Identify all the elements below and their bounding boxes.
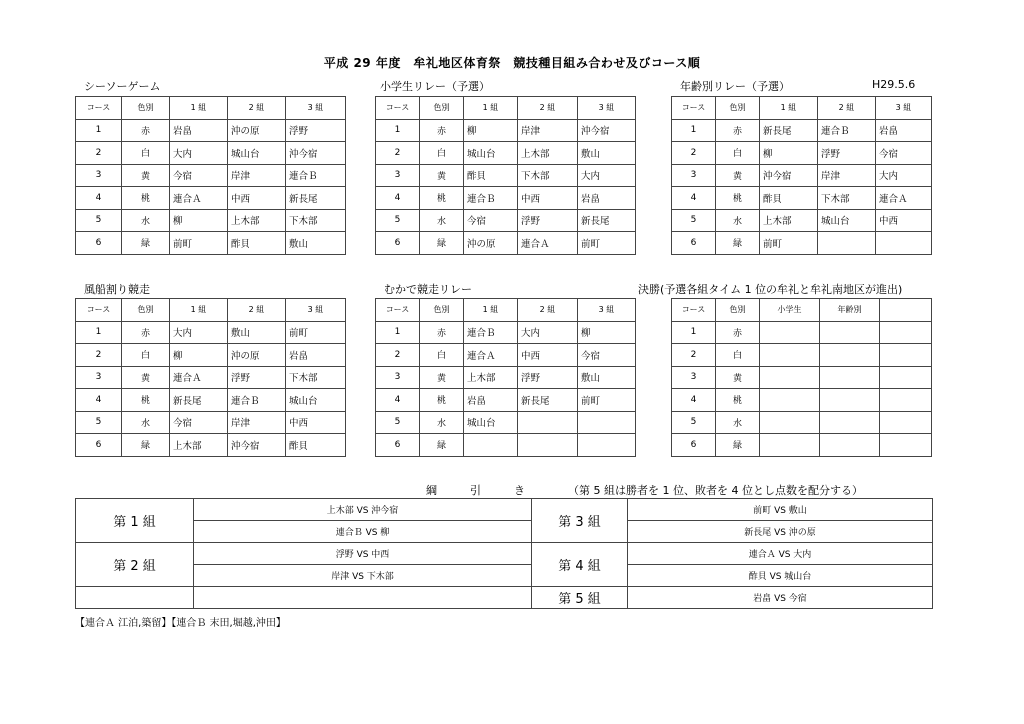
- team-cell: 城山台: [286, 389, 346, 412]
- team-cell: 柳: [170, 344, 228, 367]
- team-cell: 上木部: [228, 209, 286, 232]
- tug-match: 酢貝 VS 城山台: [628, 565, 933, 587]
- color-label: 赤: [122, 119, 170, 142]
- color-label: 桃: [122, 389, 170, 412]
- table-row: [76, 321, 346, 344]
- tug-group-5: 第 5 組: [532, 587, 628, 609]
- course-number: 1: [76, 321, 122, 344]
- team-cell: 沖今宿: [760, 164, 818, 187]
- color-label: 黄: [716, 366, 760, 389]
- tug-match: 岩畠 VS 今宿: [628, 587, 933, 609]
- team-cell: [880, 389, 932, 412]
- team-cell: 連合Ａ: [876, 187, 932, 210]
- column-header: 色別: [420, 299, 464, 322]
- column-header: コース: [376, 299, 420, 322]
- team-cell: 大内: [876, 164, 932, 187]
- team-cell: 浮野: [818, 142, 876, 165]
- team-cell: 城山台: [228, 142, 286, 165]
- course-number: 4: [672, 187, 716, 210]
- team-cell: 中西: [518, 344, 578, 367]
- team-cell: 敷山: [578, 142, 636, 165]
- team-cell: 岩畠: [876, 119, 932, 142]
- tug-match: 浮野 VS 中西: [194, 543, 532, 565]
- table-row: [76, 119, 346, 142]
- team-cell: 柳: [760, 142, 818, 165]
- color-label: 緑: [420, 232, 464, 255]
- course-number: 5: [672, 411, 716, 434]
- table-row: [76, 164, 346, 187]
- table-row: [376, 164, 636, 187]
- color-label: 緑: [716, 232, 760, 255]
- team-cell: 新長尾: [286, 187, 346, 210]
- color-label: 白: [420, 142, 464, 165]
- color-label: 水: [420, 209, 464, 232]
- course-number: 6: [76, 232, 122, 255]
- column-header: 1 組: [170, 299, 228, 322]
- team-cell: 連合Ｂ: [464, 187, 518, 210]
- course-number: 6: [672, 434, 716, 457]
- table-row: [76, 434, 346, 457]
- table-row: [672, 411, 932, 434]
- column-header: 色別: [420, 97, 464, 120]
- tug-heading: 綱 引 き: [426, 484, 525, 497]
- team-cell: 浮野: [228, 366, 286, 389]
- column-header: 色別: [716, 97, 760, 120]
- course-number: 2: [672, 344, 716, 367]
- course-number: 2: [76, 142, 122, 165]
- column-header: コース: [76, 299, 122, 322]
- table-row: [376, 119, 636, 142]
- team-cell: 岩畠: [286, 344, 346, 367]
- column-header: 1 組: [464, 97, 518, 120]
- team-cell: 敷山: [228, 321, 286, 344]
- table-row: [376, 389, 636, 412]
- team-cell: 沖の原: [228, 344, 286, 367]
- course-number: 1: [376, 321, 420, 344]
- fusen-label: 風船割り競走: [84, 283, 150, 296]
- course-number: 3: [76, 164, 122, 187]
- team-cell: 新長尾: [518, 389, 578, 412]
- mukashi-table: [375, 298, 636, 457]
- team-cell: 大内: [170, 321, 228, 344]
- team-cell: 岩畠: [578, 187, 636, 210]
- team-cell: [880, 434, 932, 457]
- table-row: [672, 321, 932, 344]
- table-row: [672, 164, 932, 187]
- team-cell: 上木部: [464, 366, 518, 389]
- color-label: 白: [420, 344, 464, 367]
- team-cell: 敷山: [286, 232, 346, 255]
- tug-match: 連合Ａ VS 大内: [628, 543, 933, 565]
- color-label: 黄: [716, 164, 760, 187]
- team-cell: [760, 411, 820, 434]
- team-cell: 今宿: [578, 344, 636, 367]
- team-cell: 前町: [286, 321, 346, 344]
- column-header: 2 組: [518, 299, 578, 322]
- team-cell: 沖の原: [464, 232, 518, 255]
- team-cell: 柳: [578, 321, 636, 344]
- course-number: 3: [76, 366, 122, 389]
- team-cell: 上木部: [518, 142, 578, 165]
- color-label: 白: [716, 344, 760, 367]
- team-cell: 大内: [518, 321, 578, 344]
- mukashi-label: むかで競走リレー: [384, 283, 472, 296]
- table-row: [376, 366, 636, 389]
- course-number: 1: [76, 119, 122, 142]
- course-number: 6: [672, 232, 716, 255]
- color-label: 緑: [420, 434, 464, 457]
- column-header: コース: [672, 299, 716, 322]
- team-cell: 上木部: [760, 209, 818, 232]
- team-cell: [818, 232, 876, 255]
- team-cell: 連合Ｂ: [228, 389, 286, 412]
- team-cell: [820, 389, 880, 412]
- team-cell: 岩畠: [170, 119, 228, 142]
- color-label: 赤: [716, 119, 760, 142]
- team-cell: [820, 321, 880, 344]
- team-cell: 敷山: [578, 366, 636, 389]
- team-cell: [760, 389, 820, 412]
- team-cell: [876, 232, 932, 255]
- table-row: [376, 142, 636, 165]
- team-cell: 沖今宿: [228, 434, 286, 457]
- table-row: [376, 321, 636, 344]
- tug-table: [75, 498, 933, 609]
- course-number: 4: [76, 187, 122, 210]
- tug-group-4: 第 4 組: [532, 543, 628, 587]
- team-cell: 今宿: [170, 411, 228, 434]
- team-cell: 城山台: [464, 411, 518, 434]
- color-label: 桃: [122, 187, 170, 210]
- team-cell: 前町: [760, 232, 818, 255]
- team-cell: 浮野: [286, 119, 346, 142]
- tug-match: 前町 VS 敷山: [628, 499, 933, 521]
- color-label: 黄: [122, 366, 170, 389]
- tug-group-3: 第 3 組: [532, 499, 628, 543]
- team-cell: [880, 366, 932, 389]
- team-cell: 連合Ｂ: [818, 119, 876, 142]
- color-label: 白: [122, 142, 170, 165]
- course-number: 5: [376, 209, 420, 232]
- team-cell: 新長尾: [578, 209, 636, 232]
- course-number: 5: [376, 411, 420, 434]
- tug-group-2: 第 2 組: [76, 543, 194, 587]
- page-title: 平成 29 年度 牟礼地区体育祭 競技種目組み合わせ及びコース順: [323, 56, 701, 70]
- table-row: [672, 344, 932, 367]
- team-cell: 連合Ａ: [464, 344, 518, 367]
- color-label: 緑: [122, 434, 170, 457]
- course-number: 2: [376, 344, 420, 367]
- team-cell: 岸津: [228, 411, 286, 434]
- column-header: 3 組: [286, 97, 346, 120]
- team-cell: 中西: [876, 209, 932, 232]
- color-label: 黄: [420, 164, 464, 187]
- course-number: 1: [376, 119, 420, 142]
- color-label: 白: [716, 142, 760, 165]
- color-label: 赤: [716, 321, 760, 344]
- shogakusei-table: [375, 96, 636, 255]
- color-label: 赤: [420, 321, 464, 344]
- course-number: 3: [672, 366, 716, 389]
- seesaw-label: シーソーゲーム: [84, 80, 161, 93]
- column-header: 色別: [716, 299, 760, 322]
- table-row: [76, 187, 346, 210]
- table-row: [672, 389, 932, 412]
- course-number: 1: [672, 119, 716, 142]
- team-cell: 酢貝: [760, 187, 818, 210]
- team-cell: 下木部: [286, 366, 346, 389]
- team-cell: [578, 434, 636, 457]
- team-cell: 下木部: [818, 187, 876, 210]
- table-row: [76, 344, 346, 367]
- color-label: 黄: [420, 366, 464, 389]
- team-cell: 岩畠: [464, 389, 518, 412]
- color-label: 緑: [122, 232, 170, 255]
- table-row: [672, 142, 932, 165]
- team-cell: 中西: [286, 411, 346, 434]
- color-label: 桃: [716, 389, 760, 412]
- team-cell: 連合Ａ: [518, 232, 578, 255]
- color-label: 白: [122, 344, 170, 367]
- tug-group-1: 第 1 組: [76, 499, 194, 543]
- color-label: 水: [716, 411, 760, 434]
- team-cell: 連合Ａ: [170, 187, 228, 210]
- color-label: 水: [420, 411, 464, 434]
- column-header: 2 組: [228, 97, 286, 120]
- fusen-table: [75, 298, 346, 457]
- date-label: H29.5.6: [872, 78, 916, 91]
- team-cell: 前町: [170, 232, 228, 255]
- table-row: [376, 209, 636, 232]
- column-header: 2 組: [518, 97, 578, 120]
- team-cell: 下木部: [286, 209, 346, 232]
- table-row: [376, 434, 636, 457]
- team-cell: 沖今宿: [286, 142, 346, 165]
- team-cell: [578, 411, 636, 434]
- column-header: 3 組: [876, 97, 932, 120]
- column-header: 2 組: [818, 97, 876, 120]
- team-cell: 浮野: [518, 366, 578, 389]
- team-cell: [760, 434, 820, 457]
- course-number: 5: [76, 209, 122, 232]
- nenrei-table: [671, 96, 932, 255]
- final-label: 決勝(予選各組タイム 1 位の牟礼と牟礼南地区が進出): [638, 283, 903, 296]
- team-cell: 上木部: [170, 434, 228, 457]
- column-header: [880, 299, 932, 322]
- shogakusei-label: 小学生リレー（予選）: [380, 80, 490, 93]
- team-cell: 浮野: [518, 209, 578, 232]
- team-cell: 今宿: [464, 209, 518, 232]
- team-cell: 岸津: [518, 119, 578, 142]
- color-label: 桃: [420, 187, 464, 210]
- table-row: [76, 209, 346, 232]
- course-number: 4: [376, 389, 420, 412]
- course-number: 5: [672, 209, 716, 232]
- tug-match: 上木部 VS 沖今宿: [194, 499, 532, 521]
- column-header: コース: [672, 97, 716, 120]
- team-cell: 城山台: [464, 142, 518, 165]
- course-number: 6: [76, 434, 122, 457]
- column-header: 色別: [122, 97, 170, 120]
- course-number: 2: [376, 142, 420, 165]
- final-table: [671, 298, 932, 457]
- team-cell: 新長尾: [760, 119, 818, 142]
- table-row: [672, 187, 932, 210]
- course-number: 4: [376, 187, 420, 210]
- color-label: 水: [716, 209, 760, 232]
- team-cell: [880, 321, 932, 344]
- color-label: 桃: [716, 187, 760, 210]
- course-number: 3: [376, 164, 420, 187]
- team-cell: 連合Ｂ: [464, 321, 518, 344]
- course-number: 2: [76, 344, 122, 367]
- team-cell: 岸津: [818, 164, 876, 187]
- table-row: [376, 232, 636, 255]
- team-cell: 大内: [170, 142, 228, 165]
- course-number: 4: [672, 389, 716, 412]
- tug-rule: （第 5 組は勝者を 1 位、敗者を 4 位とし点数を配分する）: [568, 484, 863, 497]
- table-row: [376, 187, 636, 210]
- tug-match: 新長尾 VS 沖の原: [628, 521, 933, 543]
- team-cell: 沖今宿: [578, 119, 636, 142]
- table-row: [76, 411, 346, 434]
- course-number: 6: [376, 232, 420, 255]
- table-row: [672, 434, 932, 457]
- team-cell: [464, 434, 518, 457]
- team-cell: [760, 321, 820, 344]
- course-number: 2: [672, 142, 716, 165]
- team-cell: [820, 366, 880, 389]
- team-cell: 城山台: [818, 209, 876, 232]
- column-header: 年齢別: [820, 299, 880, 322]
- team-cell: [820, 344, 880, 367]
- color-label: 赤: [420, 119, 464, 142]
- table-row: [672, 119, 932, 142]
- team-cell: 酢貝: [464, 164, 518, 187]
- team-cell: 今宿: [170, 164, 228, 187]
- color-label: 赤: [122, 321, 170, 344]
- team-cell: 大内: [578, 164, 636, 187]
- team-cell: [518, 434, 578, 457]
- team-cell: 今宿: [876, 142, 932, 165]
- team-cell: 下木部: [518, 164, 578, 187]
- team-cell: [820, 411, 880, 434]
- team-cell: 柳: [170, 209, 228, 232]
- team-cell: [518, 411, 578, 434]
- column-header: 3 組: [578, 97, 636, 120]
- tug-match: 岸津 VS 下木部: [194, 565, 532, 587]
- course-number: 3: [672, 164, 716, 187]
- team-cell: 岸津: [228, 164, 286, 187]
- team-cell: 柳: [464, 119, 518, 142]
- course-number: 3: [376, 366, 420, 389]
- team-cell: 酢貝: [228, 232, 286, 255]
- column-header: 3 組: [578, 299, 636, 322]
- table-row: [76, 232, 346, 255]
- tug-empty-cell: [194, 587, 532, 609]
- table-row: [672, 232, 932, 255]
- course-number: 1: [672, 321, 716, 344]
- column-header: 2 組: [228, 299, 286, 322]
- seesaw-table: [75, 96, 346, 255]
- table-row: [76, 366, 346, 389]
- team-cell: 前町: [578, 389, 636, 412]
- team-cell: [820, 434, 880, 457]
- color-label: 水: [122, 209, 170, 232]
- tug-empty-cell: [76, 587, 194, 609]
- column-header: 小学生: [760, 299, 820, 322]
- team-cell: 中西: [228, 187, 286, 210]
- table-row: [76, 389, 346, 412]
- team-cell: 酢貝: [286, 434, 346, 457]
- footnote: 【連合Ａ 江泊,築留】【連合Ｂ 末田,堀越,沖田】: [75, 618, 286, 629]
- team-cell: [880, 344, 932, 367]
- nenrei-label: 年齢別リレー（予選）: [680, 80, 790, 93]
- table-row: [376, 411, 636, 434]
- team-cell: 新長尾: [170, 389, 228, 412]
- course-number: 5: [76, 411, 122, 434]
- team-cell: 連合Ｂ: [286, 164, 346, 187]
- column-header: 3 組: [286, 299, 346, 322]
- color-label: 水: [122, 411, 170, 434]
- column-header: 色別: [122, 299, 170, 322]
- course-number: 4: [76, 389, 122, 412]
- team-cell: 中西: [518, 187, 578, 210]
- column-header: 1 組: [464, 299, 518, 322]
- team-cell: [880, 411, 932, 434]
- tug-match: 連合Ｂ VS 柳: [194, 521, 532, 543]
- team-cell: [760, 366, 820, 389]
- table-row: [672, 366, 932, 389]
- table-row: [672, 209, 932, 232]
- team-cell: 連合Ａ: [170, 366, 228, 389]
- team-cell: 前町: [578, 232, 636, 255]
- team-cell: 沖の原: [228, 119, 286, 142]
- column-header: 1 組: [760, 97, 818, 120]
- column-header: コース: [376, 97, 420, 120]
- team-cell: [760, 344, 820, 367]
- column-header: 1 組: [170, 97, 228, 120]
- table-row: [76, 142, 346, 165]
- table-row: [376, 344, 636, 367]
- column-header: コース: [76, 97, 122, 120]
- color-label: 黄: [122, 164, 170, 187]
- color-label: 桃: [420, 389, 464, 412]
- course-number: 6: [376, 434, 420, 457]
- color-label: 緑: [716, 434, 760, 457]
